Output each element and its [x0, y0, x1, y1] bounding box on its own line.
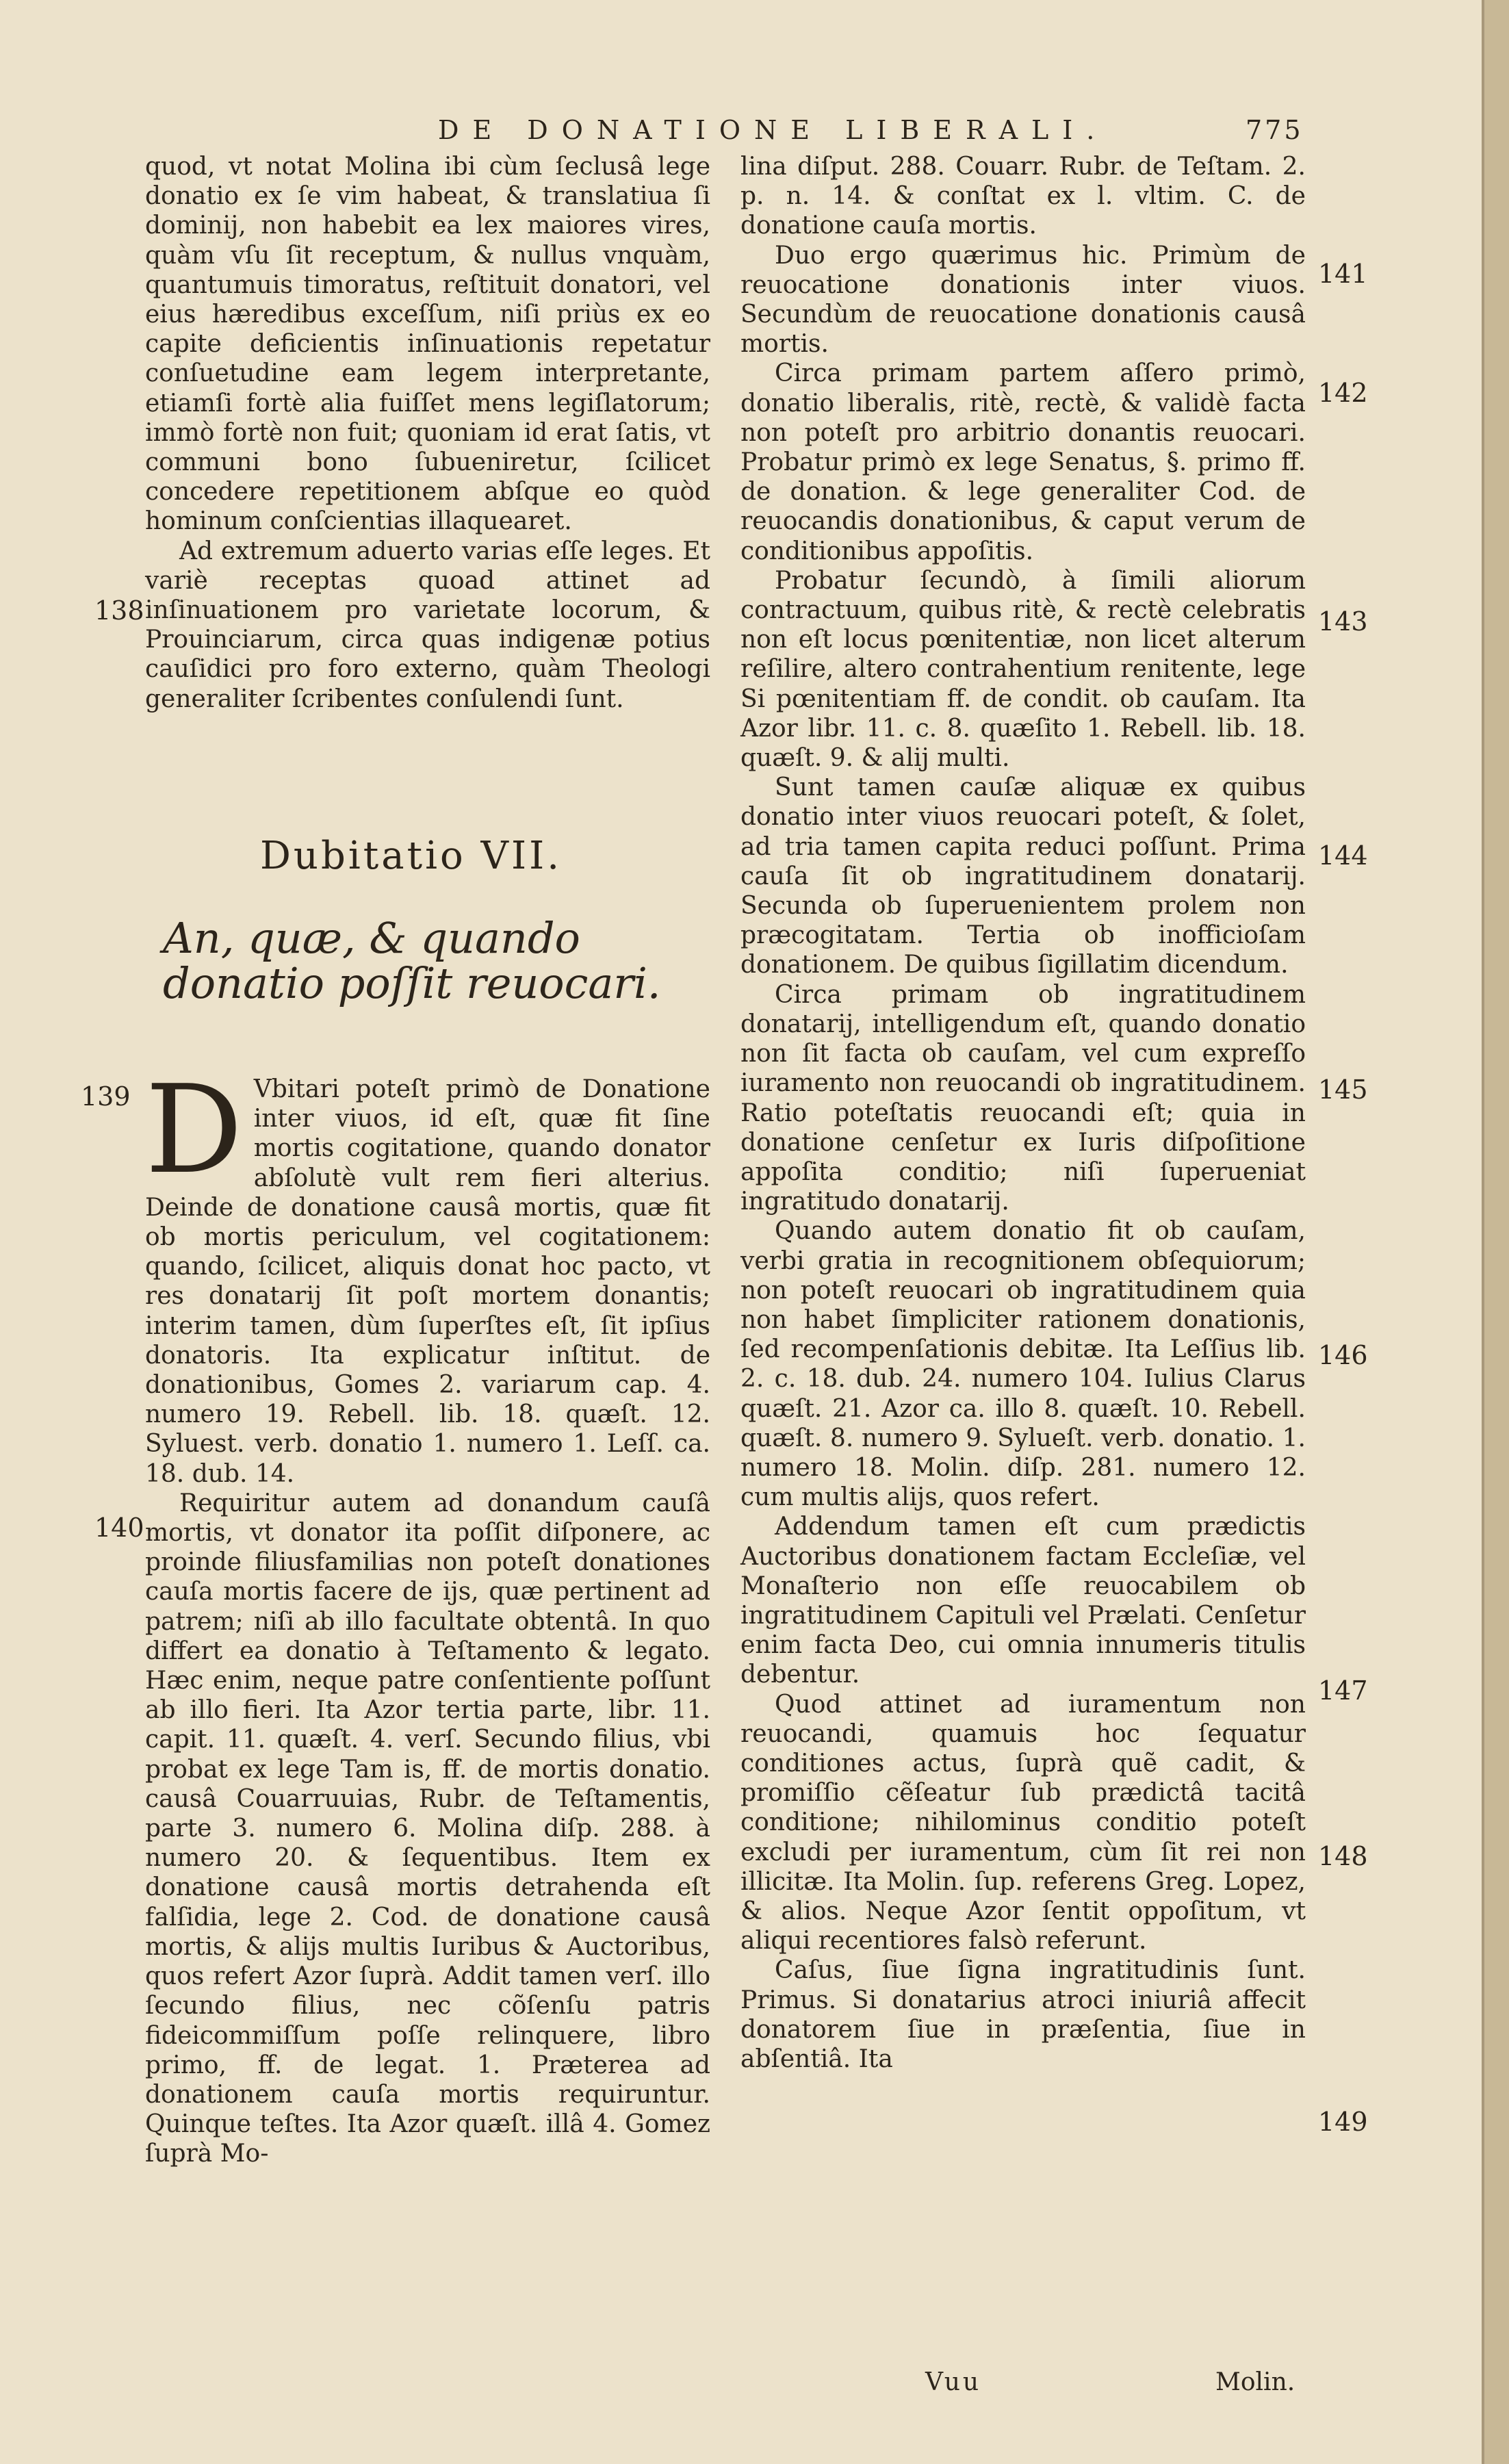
paragraph-continuation-right: lina diſput. 288. Couarr. Rubr. de Teſtam. 2. p. n. 14. & conſtat ex l. vltim. C. de donatione cauſa mortis. — [740, 153, 1306, 240]
margin-number-140: 140 — [94, 1513, 144, 1543]
margin-number-141: 141 — [1318, 259, 1368, 289]
dubitatio-heading: Dubitatio VII. — [260, 834, 563, 878]
paragraph-148: Quod attinet ad iuramentum non reuocandi, quamuis hoc ſequatur conditiones actus, ſuprà quẽ cadit, & promiſſio cẽſeatur ſub prædictâ tacitâ conditione; nihilominus conditio poteſt excludi per iuramentum, cùm ſit rei non illicitæ. Ita Molin. ſup. referens Greg. Lopez, & alios. Neque Azor ſentit oppoſitum, vt aliqui recentiores falsò referunt. — [740, 1690, 1306, 1955]
margin-number-148: 148 — [1318, 1841, 1368, 1871]
paragraph-141: Duo ergo quærimus hic. Primùm de reuocatione donationis inter viuos. Secundùm de reuocatione donationis causâ mortis. — [740, 241, 1306, 359]
left-column — [145, 152, 710, 714]
drop-cap: D — [145, 1059, 243, 1201]
paragraph-138: Ad extremum aduerto varias eſſe leges. Et variè receptas quoad attinet ad inſinuationem pro varietate locorum, & Prouinciarum, circa quas indigenæ potius cauſidici pro foro externo, quàm Theologi generaliter ſcribentes conſulendi ſunt. — [145, 537, 710, 713]
margin-number-143: 143 — [1318, 606, 1368, 637]
margin-number-142: 142 — [1318, 378, 1368, 408]
paragraph-145: Circa primam ob ingratitudinem donatarij, intelligendum eſt, quando donatio non ſit facta ob cauſam, vel cum expreſſo iuramento non reuocandi ob ingratitudinem. Ratio poteſtatis reuocandi eſt; quia in donatione cenſetur ex Iuris diſpoſitione appoſita conditio; niſi ſuperueniat ingratitudo donatarij. — [740, 980, 1306, 1216]
left-column-lower — [145, 1059, 710, 2169]
paragraph-142: Circa primam partem aſſero primò, donatio liberalis, ritè, rectè, & validè facta non poteſt pro arbitrio donantis reuocari. Probatur primò ex lege Senatus, §. primo ff. de donation. & lege generaliter Cod. de reuocandis donationibus, & caput verum de conditionibus appoſitis. — [740, 359, 1306, 565]
dubitatio-subtitle: An, quæ, & quando donatio poſſit reuocari. — [163, 913, 661, 1008]
right-column — [740, 152, 1306, 2074]
paragraph-146: Quando autem donatio fit ob cauſam, verbi gratia in recognitionem obſequiorum; non poteſt reuocari ob ingratitudinem quia non habet ſimpliciter rationem donationis, ſed recompenſationis debitæ. Ita Leſſius lib. 2. c. 18. dub. 24. numero 104. Iulius Clarus quæſt. 21. Azor ca. illo 8. quæſt. 10. Rebell. quæſt. 8. numero 9. Sylueſt. verb. donatio. 1. numero 18. Molin. diſp. 281. numero 12. cum multis alijs, quos refert. — [740, 1217, 1306, 1512]
paragraph-149: Caſus, ſiue ſigna ingratitudinis ſunt. Primus. Si donatarius atroci iniuriâ affecit donatorem ſiue in præſentia, ſiue in abſentiâ. Ita — [740, 1956, 1306, 2073]
margin-number-146: 146 — [1318, 1340, 1368, 1370]
paragraph-139 — [145, 1059, 710, 1489]
paragraph-139-text: Vbitari poteſt primò de Donatione inter viuos, id eſt, quæ fit ſine mortis cogitatione, quando donator abſolutè vult rem fieri alterius. Deinde de donatione causâ mortis, quæ fit ob mortis periculum, vel cogitationem: quando, ſcilicet, aliquis donat hoc pacto, vt res donatarij ſit poſt mortem donantis; interim tamen, dùm ſuperſtes eſt, ſit ipſius donatoris. Ita explicatur inſtitut. de donationibus, Gomes 2. variarum cap. 4. numero 19. Rebell. lib. 18. quæſt. 12. Syluest. verb. donatio 1. numero 1. Leſſ. ca. 18. dub. 14. — [145, 1075, 710, 1488]
margin-number-145: 145 — [1318, 1075, 1368, 1105]
margin-number-144: 144 — [1318, 840, 1368, 871]
paragraph-147: Addendum tamen eſt cum prædictis Auctoribus donationem factam Eccleſiæ, vel Monaſterio non eſſe reuocabilem ob ingratitudinem Capituli vel Prælati. Cenſetur enim facta Deo, cui omnia innumeris titulis debentur. — [740, 1513, 1306, 1689]
paragraph-140: Requiritur autem ad donandum cauſâ mortis, vt donator ita poſſit diſponere, ac proinde filiusfamilias non poteſt donationes cauſa mortis facere de ijs, quæ pertinent ad patrem; niſi ab illo facultate obtentâ. In quo differt ea donatio à Teſtamento & legato. Hæc enim, neque patre conſentiente poſſunt ab illo fieri. Ita Azor tertia parte, libr. 11. capit. 11. quæſt. 4. verſ. Secundo filius, vbi probat ex lege Tam is, ff. de mortis donatio. causâ Couarruuias, Rubr. de Teſtamentis, parte 3. numero 6. Molina diſp. 288. à numero 20. & ſequentibus. Item ex donatione causâ mortis detrahenda eſt falſidia, lege 2. Cod. de donatione causâ mortis, & alijs multis Iuribus & Auctoribus, quos refert Azor ſuprà. Addit tamen verſ. illo ſecundo filius, nec cõſenſu patris fideicommiſſum poſſe relinquere, libro primo, ff. de legat. 1. Præterea ad donationem cauſa mortis requiruntur. Quinque teſtes. Ita Azor quæſt. illâ 4. Gomez ſuprà Mo- — [145, 1489, 710, 2168]
catchword: Molin. — [1215, 2368, 1295, 2396]
paragraph-143: Probatur ſecundò, à ſimili aliorum contractuum, quibus ritè, & rectè celebratis non eſt locus pœnitentiæ, non licet alterum reſilire, altero contrahentium renitente, lege Si pœnitentiam ff. de condit. ob cauſam. Ita Azor libr. 11. c. 8. quæſito 1. Rebell. lib. 18. quæſt. 9. & alij multi. — [740, 566, 1306, 773]
signature-mark: Vuu — [925, 2368, 982, 2396]
page-edge — [1482, 0, 1509, 2464]
running-title: DE DONATIONE LIBERALI. — [438, 115, 1109, 145]
margin-number-147: 147 — [1318, 1676, 1368, 1706]
margin-number-149: 149 — [1318, 2107, 1368, 2137]
paragraph-144: Sunt tamen cauſæ aliquæ ex quibus donatio inter viuos reuocari poteſt, & ſolet, ad tria tamen capita reduci poſſunt. Prima cauſa ſit ob ingratitudinem donatarij. Secunda ob ſuperuenientem prolem non præcogitatam. Tertia ob inofficioſam donationem. De quibus ſigillatim dicendum. — [740, 773, 1306, 979]
margin-number-138: 138 — [94, 595, 144, 626]
margin-number-139: 139 — [81, 1081, 131, 1112]
page-number: 775 — [1246, 115, 1304, 145]
paragraph-continuation: quod, vt notat Molina ibi cùm ſeclusâ lege donatio ex ſe vim habeat, & translatiua ſi dominij, non habebit ea lex maiores vires, quàm vſu ſit receptum, & nullus vnquàm, quantumuis timoratus, reſtituit donatori, vel eius hæredibus exceſſum, niſi priùs ex eo capite deficientis inſinuationis repetatur conſuetudine eam legem interpretante, etiamſi fortè alia fuiſſet mens legiſlatorum; immò fortè non fuit; quoniam id erat ſatis, vt communi bono ſubueniretur, ſcilicet concedere repetitionem abſque eo quòd hominum conſcientias illaquearet. — [145, 153, 710, 536]
